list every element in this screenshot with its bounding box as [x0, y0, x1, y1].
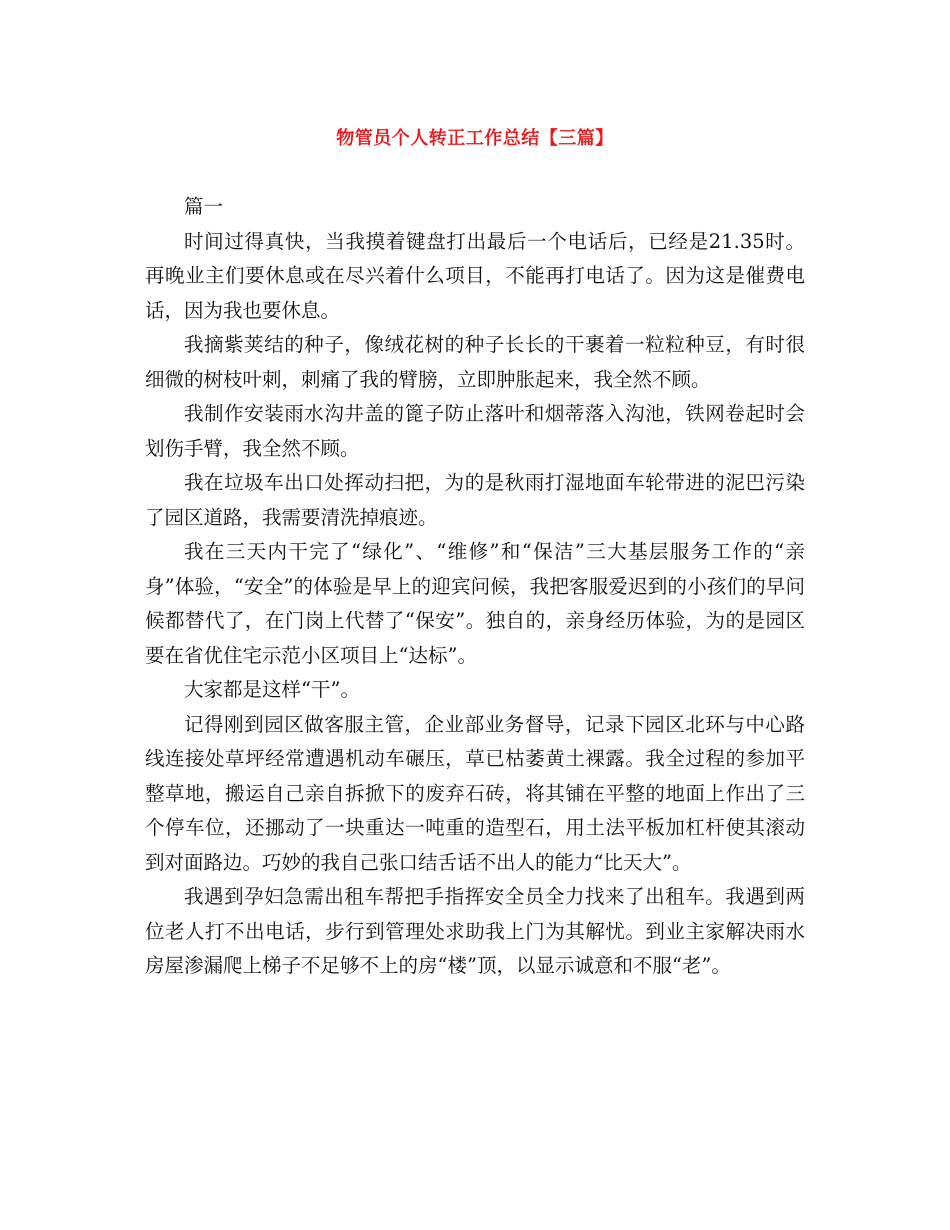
document-title: 物管员个人转正工作总结【三篇】: [336, 128, 614, 149]
paragraph: 我遇到孕妇急需出租车帮把手指挥安全员全力找来了出租车。我遇到两位老人打不出电话，步行到管理处求助我上门为其解忧。到业主家解决雨水房屋渗漏爬上梯子不足够不上的房“楼”顶，以显示诚意和不服“老”。: [145, 885, 805, 977]
document-body: [145, 190, 805, 984]
paragraph: 时间过得真快，当我摸着键盘打出最后一个电话后，已经是21.35时。再晚业主们要休息或在尽兴着什么项目，不能再打电话了。因为这是催费电话，因为我也要休息。: [145, 229, 805, 322]
paragraph: 我摘紫荚结的种子，像绒花树的种子长长的干裹着一粒粒种豆，有时很细微的树枝叶刺，刺痛了我的臂膀，立即肿胀起来，我全然不顾。: [145, 333, 805, 391]
section-label: 篇一: [184, 195, 224, 218]
paragraph: 我在垃圾车出口处挥动扫把，为的是秋雨打湿地面车轮带进的泥巴污染了园区道路，我需要清洗掉痕迹。: [145, 471, 805, 529]
paragraph: 大家都是这样“干”。: [184, 678, 360, 701]
paragraph: 我在三天内干完了“绿化”、“维修”和“保洁”三大基层服务工作的“亲身”体验，“安全”的体验是早上的迎宾问候，我把客服爱迟到的小孩们的早问候都替代了，在门岗上代替了“保安”。独自的，亲身经历体验，为的是园区要在省优住宅示范小区项目上“达标”。: [145, 540, 805, 667]
paragraph: 我制作安装雨水沟井盖的篦子防止落叶和烟蒂落入沟池，铁网卷起时会划伤手臂，我全然不顾。: [145, 402, 805, 460]
paragraph: 记得刚到园区做客服主管，企业部业务督导，记录下园区北环与中心路线连接处草坪经常遭遇机动车碾压，草已枯萎黄土裸露。我全过程的参加平整草地，搬运自己亲自拆掀下的废弃石砖，将其铺在平整的地面上作出了三个停车位，还挪动了一块重达一吨重的造型石，用土法平板加杠杆使其滚动到对面路边。巧妙的我自己张口结舌话不出人的能力“比天大”。: [145, 712, 805, 874]
